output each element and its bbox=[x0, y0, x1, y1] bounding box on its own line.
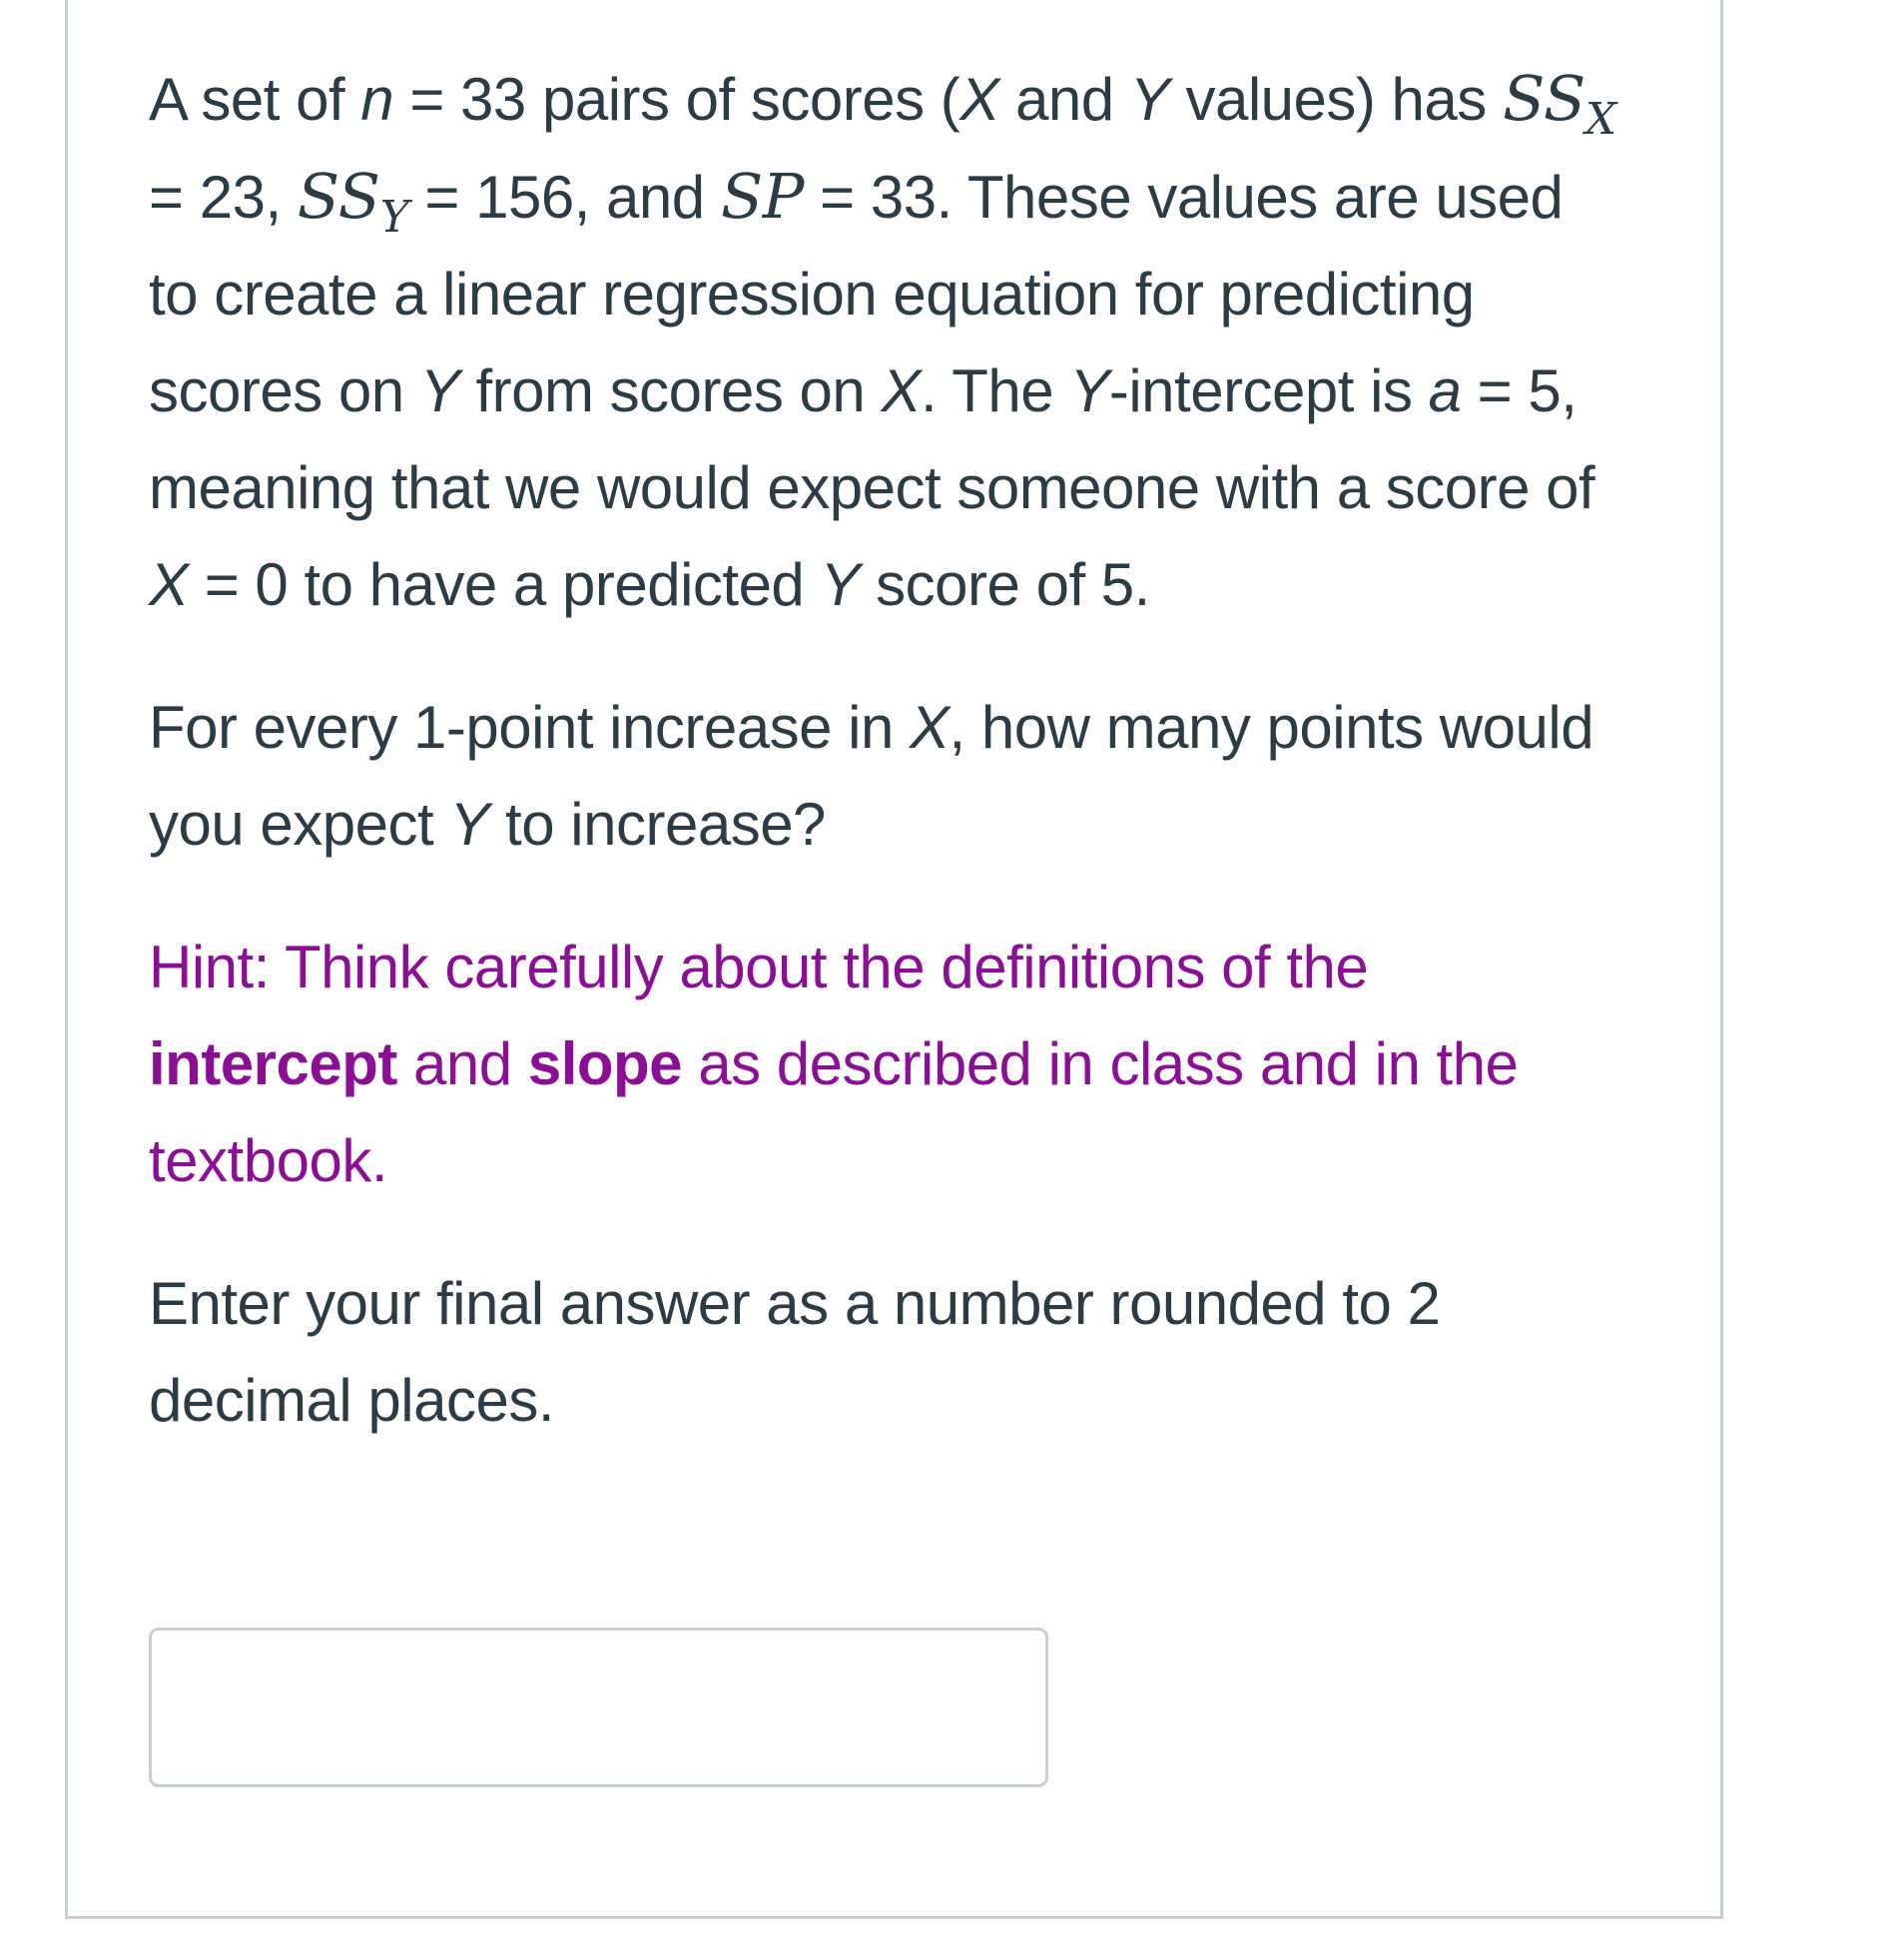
variable-x: X bbox=[959, 66, 999, 133]
text-fragment: = 33. These values are used to create a linear regression equation for predicting scores on bbox=[149, 164, 1564, 424]
variable-y: Y bbox=[820, 551, 861, 618]
text-fragment: to increase? bbox=[488, 791, 826, 858]
math-ssx bbox=[1502, 62, 1616, 145]
question-body bbox=[149, 50, 1616, 1449]
math-ss-label: SS bbox=[1502, 62, 1586, 135]
text-fragment: from scores on bbox=[459, 357, 882, 424]
variable-x: X bbox=[149, 551, 189, 618]
variable-x: X bbox=[881, 357, 921, 424]
text-fragment: as described in class and in the textbook. bbox=[149, 1030, 1519, 1194]
variable-y: Y bbox=[1129, 66, 1170, 133]
hint-keyword-intercept: intercept bbox=[149, 1030, 397, 1097]
question-paragraph-setup bbox=[149, 50, 1616, 633]
math-ssy bbox=[297, 160, 409, 243]
text-fragment: A set of bbox=[149, 66, 361, 133]
text-fragment: , how many points would you expect bbox=[149, 694, 1594, 858]
variable-y: Y bbox=[1069, 357, 1109, 424]
text-fragment: and bbox=[998, 66, 1130, 133]
text-fragment: = 33 pairs of scores ( bbox=[393, 66, 960, 133]
text-fragment: = 0 to have a predicted bbox=[188, 551, 821, 618]
question-paragraph-prompt bbox=[149, 679, 1616, 873]
answer-input[interactable] bbox=[149, 1627, 1048, 1787]
text-fragment: = 5, meaning that we would expect someone with a score of bbox=[149, 357, 1595, 521]
variable-y: Y bbox=[419, 357, 460, 424]
variable-y: Y bbox=[449, 791, 489, 858]
text-fragment: For every 1-point increase in bbox=[149, 694, 911, 761]
text-fragment: = 156, and bbox=[408, 164, 721, 231]
text-fragment: Hint: Think carefully about the definitions of the bbox=[149, 934, 1369, 1000]
hint-text bbox=[149, 919, 1616, 1209]
math-ss-label: SS bbox=[297, 160, 380, 233]
text-fragment: and bbox=[396, 1030, 528, 1097]
variable-n: n bbox=[360, 66, 394, 133]
variable-a: a bbox=[1428, 357, 1462, 424]
text-fragment: = 23, bbox=[149, 164, 298, 231]
hint-keyword-slope: slope bbox=[527, 1030, 683, 1097]
text-fragment: score of 5. bbox=[860, 551, 1150, 618]
text-fragment: -intercept is bbox=[1108, 357, 1429, 424]
text-fragment: . The bbox=[921, 357, 1070, 424]
instruction-text: Enter your final answer as a number rounded to 2 decimal places. bbox=[149, 1270, 1441, 1434]
math-subscript-y: Y bbox=[379, 192, 409, 243]
math-sp: SP bbox=[720, 160, 805, 233]
math-subscript-x: X bbox=[1585, 94, 1616, 145]
variable-x: X bbox=[910, 694, 950, 761]
text-fragment: values) has bbox=[1169, 66, 1487, 133]
